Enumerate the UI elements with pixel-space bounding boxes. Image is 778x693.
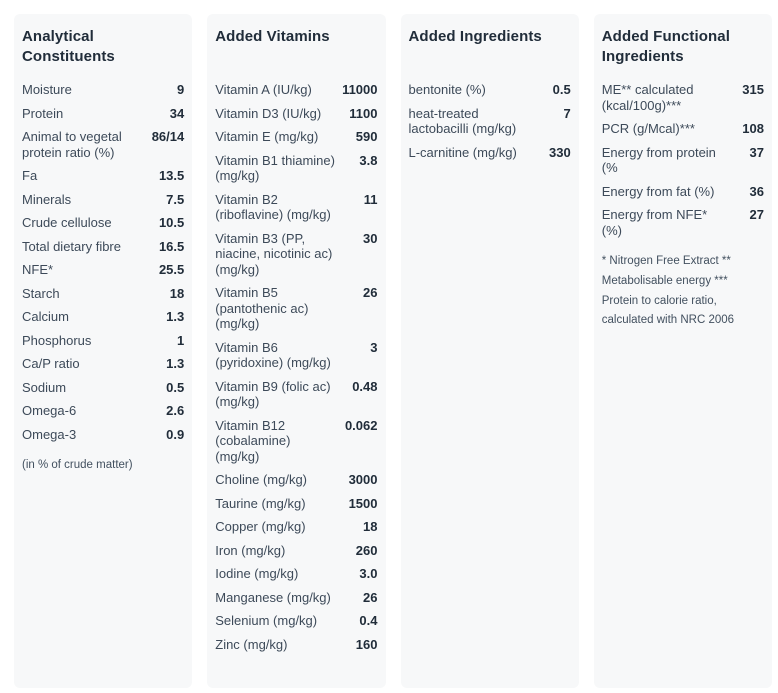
row-label: Phosphorus bbox=[22, 332, 92, 348]
row-value: 0.5 bbox=[166, 379, 185, 395]
row-value: 3 bbox=[370, 339, 378, 355]
row-label: Omega-3 bbox=[22, 426, 77, 442]
table-row bbox=[22, 286, 184, 302]
row-value: 330 bbox=[549, 144, 571, 160]
row-value: 3000 bbox=[348, 472, 378, 487]
table-row bbox=[215, 519, 377, 535]
row-label: Vitamin D3 (IU/kg) bbox=[215, 105, 322, 121]
table-row bbox=[215, 192, 377, 223]
row-label: Choline (mg/kg) bbox=[215, 472, 308, 487]
row-label: Vitamin E (mg/kg) bbox=[215, 129, 319, 144]
table-row bbox=[22, 106, 184, 122]
row-value: 16.5 bbox=[158, 238, 185, 254]
table-row bbox=[22, 82, 184, 98]
row-value: 315 bbox=[742, 82, 764, 97]
row-value: 26 bbox=[363, 589, 378, 605]
table-row bbox=[22, 262, 184, 278]
row-value: 108 bbox=[742, 121, 764, 136]
row-value: 18 bbox=[169, 285, 185, 301]
row-value: 13.5 bbox=[158, 168, 185, 183]
row-label: Starch bbox=[22, 285, 60, 301]
row-label: Vitamin B1 thiamine) (mg/kg) bbox=[215, 152, 335, 183]
table-row bbox=[215, 566, 377, 582]
table-row bbox=[409, 82, 571, 98]
row-value: 26 bbox=[363, 285, 378, 300]
row-value: 30 bbox=[363, 230, 378, 246]
table-row bbox=[22, 356, 184, 372]
row-label: heat-treated lactobacilli (mg/kg) bbox=[408, 105, 517, 136]
row-label: Vitamin B6 (pyridoxine) (mg/kg) bbox=[215, 339, 331, 370]
table-row bbox=[215, 496, 377, 512]
table-row bbox=[215, 637, 377, 653]
row-value: 7 bbox=[563, 105, 571, 121]
panel-rows bbox=[602, 82, 764, 238]
row-value: 9 bbox=[177, 82, 185, 97]
table-row bbox=[22, 380, 184, 396]
row-value: 11 bbox=[363, 191, 378, 207]
panel-title: Added Functional Ingredients bbox=[601, 28, 731, 66]
table-row bbox=[215, 129, 377, 145]
row-value: 11000 bbox=[342, 82, 378, 97]
row-value: 3.8 bbox=[359, 152, 378, 168]
row-value: 590 bbox=[355, 129, 378, 144]
row-label: Energy from NFE*(%) bbox=[601, 207, 708, 238]
row-value: 0.062 bbox=[344, 417, 378, 433]
row-label: Energy from fat (%) bbox=[601, 183, 715, 199]
panel-added-functional-ingredients bbox=[594, 14, 772, 688]
row-label: Zinc (mg/kg) bbox=[215, 636, 288, 652]
row-label: bentonite (%) bbox=[408, 82, 486, 97]
panel-rows bbox=[409, 82, 571, 160]
table-row bbox=[409, 106, 571, 137]
table-row bbox=[215, 285, 377, 332]
table-row bbox=[22, 427, 184, 443]
row-value: 25.5 bbox=[158, 262, 185, 277]
row-value: 34 bbox=[169, 105, 185, 121]
table-row bbox=[215, 82, 377, 98]
row-label: Protein bbox=[22, 105, 64, 121]
table-row bbox=[22, 403, 184, 419]
row-label: Minerals bbox=[22, 191, 72, 207]
row-label: Sodium bbox=[22, 379, 67, 395]
table-row bbox=[215, 543, 377, 559]
panel-added-vitamins bbox=[207, 14, 385, 688]
row-value: 7.5 bbox=[166, 191, 185, 207]
table-row bbox=[22, 239, 184, 255]
table-row bbox=[602, 145, 764, 176]
row-label: Iodine (mg/kg) bbox=[215, 566, 299, 581]
row-value: 0.4 bbox=[359, 613, 378, 628]
table-row bbox=[602, 184, 764, 200]
row-label: PCR (g/Mcal)*** bbox=[601, 121, 695, 136]
table-row bbox=[22, 215, 184, 231]
row-label: Crude cellulose bbox=[22, 215, 112, 230]
panel-title: Analytical Constituents bbox=[22, 28, 115, 66]
row-label: Moisture bbox=[22, 82, 72, 97]
row-value: 0.9 bbox=[166, 426, 185, 442]
row-value: 1 bbox=[177, 332, 185, 348]
table-row bbox=[215, 231, 377, 278]
table-row bbox=[215, 418, 377, 465]
row-label: NFE* bbox=[22, 262, 54, 277]
table-row bbox=[215, 613, 377, 629]
panel-rows bbox=[22, 82, 184, 442]
row-label: Vitamin B2 (riboflavine) (mg/kg) bbox=[215, 191, 331, 222]
row-value: 160 bbox=[355, 636, 378, 652]
row-value: 1500 bbox=[348, 495, 378, 511]
table-row bbox=[602, 207, 764, 238]
table-row bbox=[215, 153, 377, 184]
row-label: Selenium (mg/kg) bbox=[215, 613, 318, 628]
row-value: 27 bbox=[749, 207, 764, 222]
row-label: Ca/P ratio bbox=[22, 356, 80, 371]
table-row bbox=[215, 379, 377, 410]
row-value: 260 bbox=[355, 542, 378, 558]
table-row bbox=[22, 192, 184, 208]
table-row bbox=[409, 145, 571, 161]
row-label: Omega-6 bbox=[22, 403, 77, 418]
row-label: Vitamin B3 (PP, niacine, nicotinic ac) (mg/kg) bbox=[215, 230, 333, 277]
table-row bbox=[215, 106, 377, 122]
row-label: Iron (mg/kg) bbox=[215, 542, 286, 558]
panel-analytical-constituents bbox=[14, 14, 192, 688]
row-label: Vitamin B5 (pantothenic ac) (mg/kg) bbox=[215, 285, 309, 331]
row-value: 10.5 bbox=[158, 215, 185, 230]
table-row bbox=[22, 309, 184, 325]
row-value: 1100 bbox=[349, 105, 378, 121]
row-label: Fa bbox=[22, 168, 38, 183]
row-label: Energy from protein (% bbox=[601, 144, 716, 175]
row-value: 37 bbox=[749, 144, 764, 160]
row-value: 18 bbox=[363, 519, 378, 534]
table-row bbox=[215, 472, 377, 488]
row-value: 36 bbox=[749, 183, 764, 199]
row-value: 0.5 bbox=[552, 82, 571, 97]
row-value: 3.0 bbox=[359, 566, 378, 581]
row-label: Animal to vegetal protein ratio (%) bbox=[22, 129, 122, 160]
panel-title: Added Ingredients bbox=[408, 28, 542, 45]
row-label: Copper (mg/kg) bbox=[215, 519, 306, 534]
table-row bbox=[215, 340, 377, 371]
row-label: Vitamin B12 (cobalamine) (mg/kg) bbox=[215, 417, 291, 464]
table-row bbox=[215, 590, 377, 606]
row-label: Vitamin A (IU/kg) bbox=[215, 82, 312, 97]
table-row bbox=[602, 82, 764, 113]
row-label: Manganese (mg/kg) bbox=[215, 589, 331, 605]
panel-footnote: (in % of crude matter) bbox=[22, 459, 133, 471]
panel-title: Added Vitamins bbox=[215, 28, 330, 45]
row-value: 2.6 bbox=[166, 403, 185, 418]
row-label: Calcium bbox=[22, 309, 69, 324]
row-label: Taurine (mg/kg) bbox=[215, 495, 306, 511]
table-row bbox=[22, 333, 184, 349]
panel-footnote: * Nitrogen Free Extract ** Metabolisable energy *** Protein to calorie ratio, calculated with NRC 2006 bbox=[601, 255, 735, 327]
panel-rows bbox=[215, 82, 377, 652]
row-label: Total dietary fibre bbox=[22, 238, 121, 254]
row-value: 0.48 bbox=[352, 378, 378, 394]
row-label: Vitamin B9 (folic ac) (mg/kg) bbox=[215, 378, 331, 409]
table-row bbox=[602, 121, 764, 137]
panel-added-ingredients bbox=[401, 14, 579, 688]
table-row bbox=[22, 168, 184, 184]
table-row bbox=[22, 129, 184, 160]
row-value: 1.3 bbox=[166, 356, 185, 371]
row-value: 1.3 bbox=[166, 309, 185, 324]
row-label: L-carnitine (mg/kg) bbox=[408, 144, 517, 160]
row-value: 86/14 bbox=[151, 129, 185, 144]
row-label: ME** calculated (kcal/100g)*** bbox=[601, 82, 694, 113]
